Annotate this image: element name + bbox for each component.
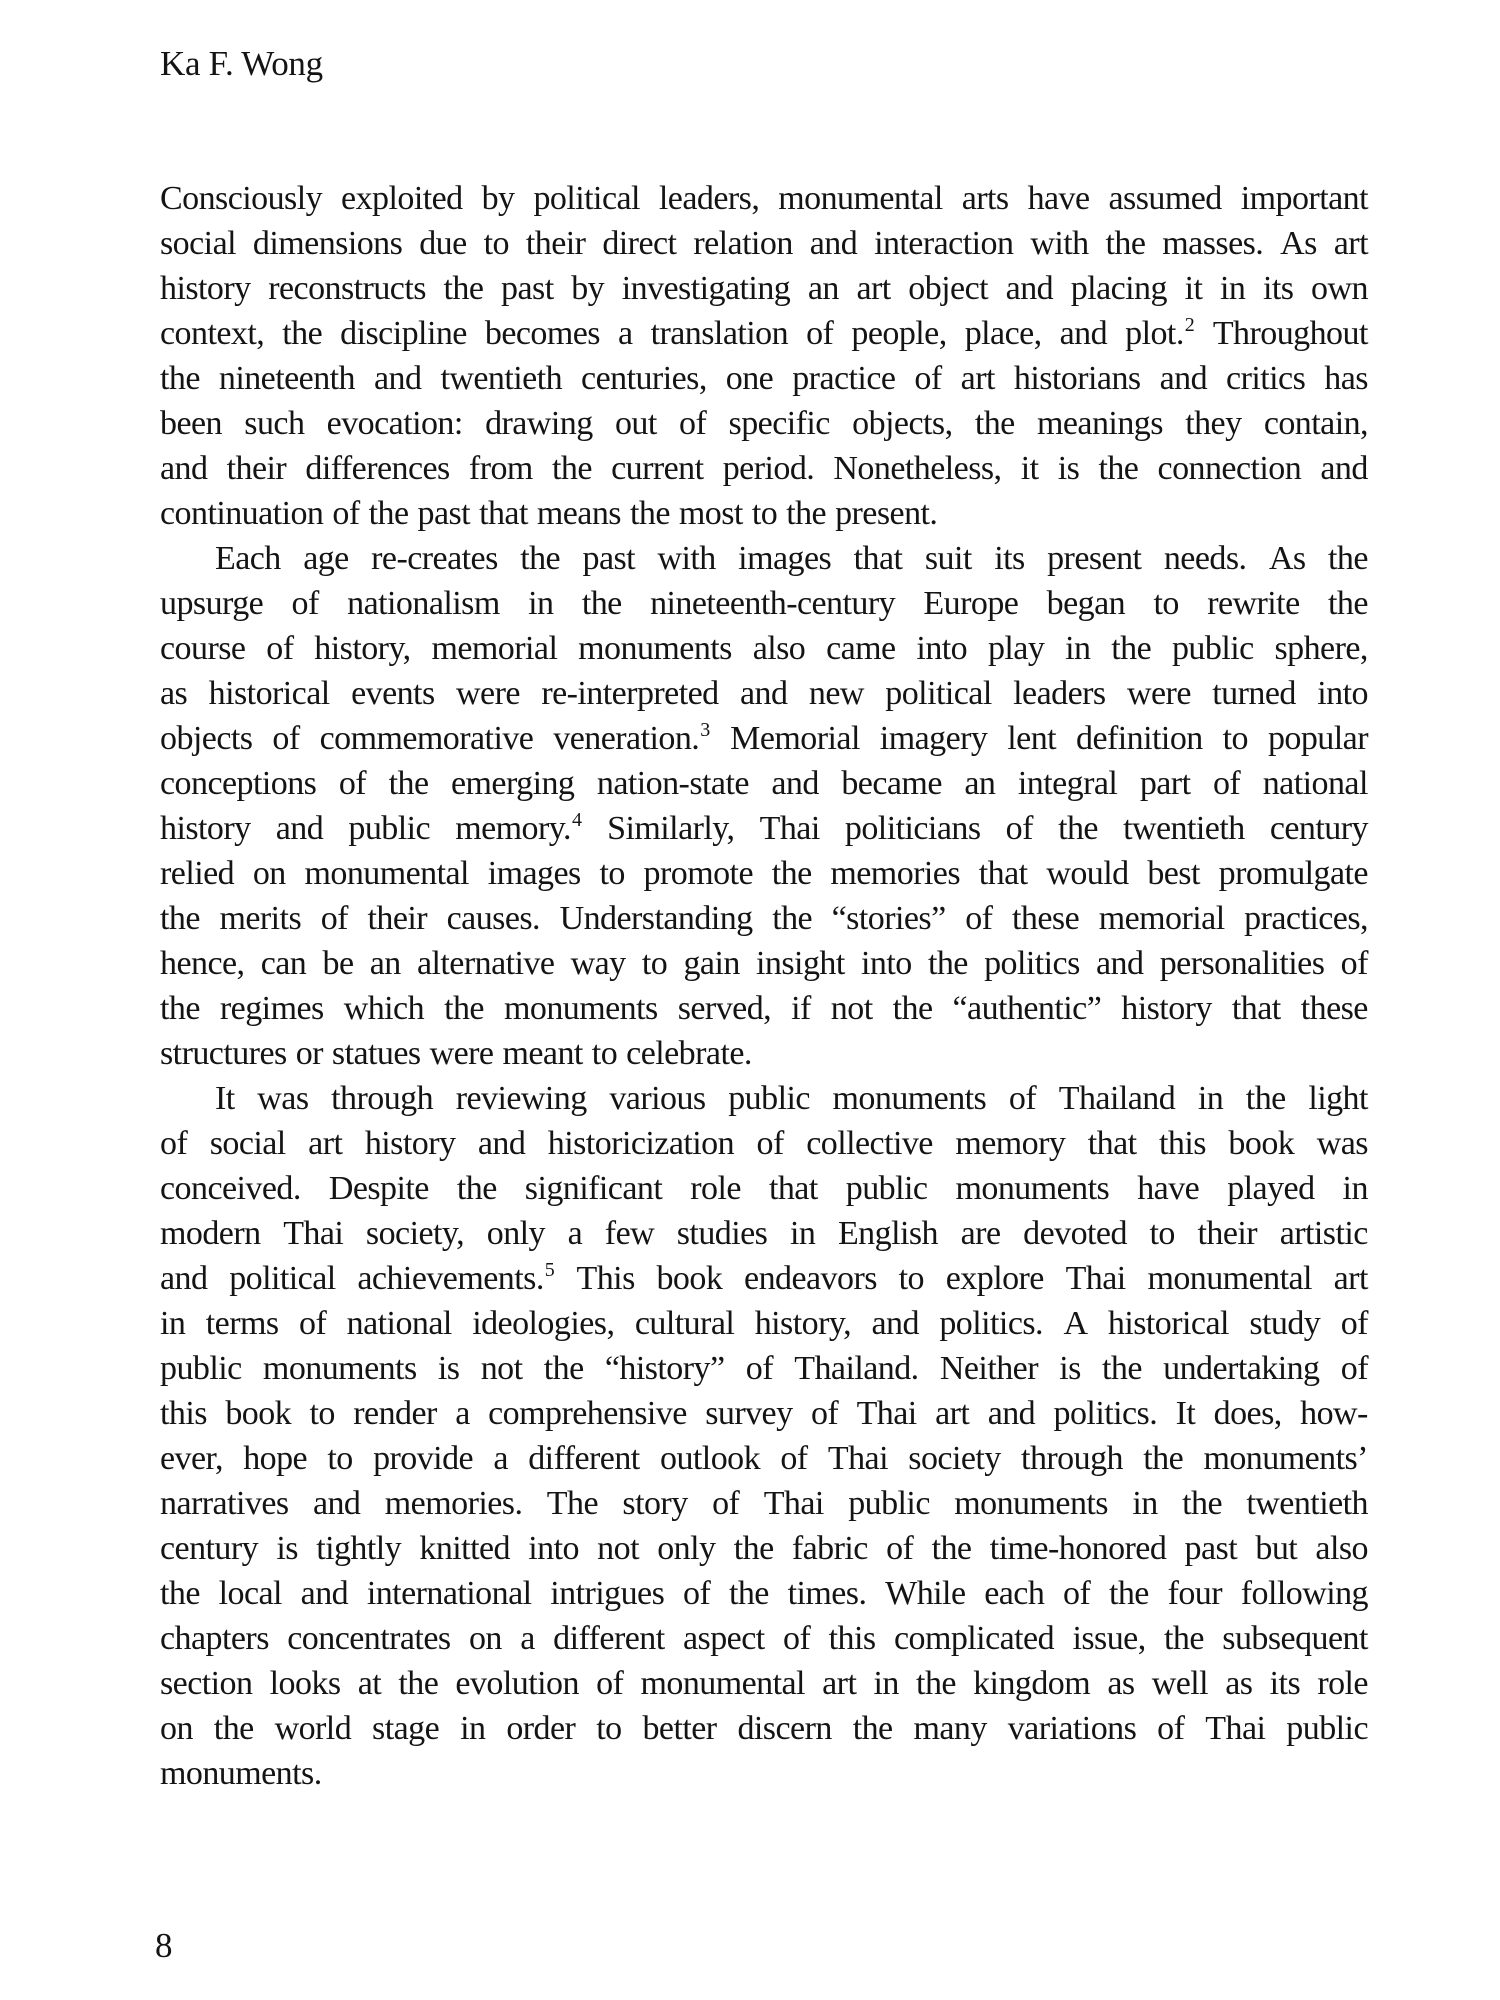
paragraph: [160, 1076, 1368, 1796]
text-line: ever, hope to provide a different outlook of Thai society through the monuments’: [160, 1440, 1368, 1477]
footnote-marker[interactable]: 2: [1184, 314, 1195, 336]
text-line: century is tightly knitted into not only the fabric of the time-honored past but also: [160, 1530, 1368, 1567]
text-line: the nineteenth and twentieth centuries, one practice of art historians and critics has: [160, 360, 1368, 397]
text-line: modern Thai society, only a few studies in English are devoted to their artistic: [160, 1215, 1368, 1252]
footnote-marker[interactable]: 5: [544, 1259, 555, 1281]
text-line: It was through reviewing various public monuments of Thailand in the light: [215, 1080, 1368, 1117]
text-line: and political achievements.$^5$ This book endeavors to explore Thai monumental art: [160, 1259, 1368, 1297]
text-line: narratives and memories. The story of Thai public monuments in the twentieth: [160, 1485, 1368, 1522]
text-line: of social art history and historicization of collective memory that this book was: [160, 1125, 1368, 1162]
text-line: upsurge of nationalism in the nineteenth-century Europe began to rewrite the: [160, 585, 1368, 622]
text-line: continuation of the past that means the most to the present.: [160, 495, 938, 532]
text-line: chapters concentrates on a different aspect of this complicated issue, the subsequent: [160, 1620, 1368, 1657]
text-line: and their differences from the current period. Nonetheless, it is the connection and: [160, 450, 1368, 487]
text-line: monuments.: [160, 1755, 322, 1792]
page-number: 8: [155, 1926, 173, 1965]
paragraph: [160, 176, 1368, 536]
footnote-marker[interactable]: 4: [571, 809, 582, 831]
text-line: as historical events were re-interpreted and new political leaders were turned into: [160, 675, 1368, 712]
text-line: structures or statues were meant to celebrate.: [160, 1035, 752, 1072]
text-line: social dimensions due to their direct relation and interaction with the masses. As art: [160, 225, 1368, 262]
paragraph: [160, 536, 1368, 1076]
text-line: the merits of their causes. Understanding the “stories” of these memorial practices,: [160, 900, 1368, 937]
text-line: Consciously exploited by political leaders, monumental arts have assumed important: [160, 180, 1368, 217]
text-line: public monuments is not the “history” of Thailand. Neither is the undertaking of: [160, 1350, 1368, 1387]
text-line: conceptions of the emerging nation-state and became an integral part of national: [160, 765, 1368, 802]
running-head-author: Ka F. Wong: [160, 44, 323, 83]
text-line: this book to render a comprehensive survey of Thai art and politics. It does, how-: [160, 1395, 1368, 1432]
text-line: section looks at the evolution of monumental art in the kingdom as well as its role: [160, 1665, 1368, 1702]
text-line: been such evocation: drawing out of specific objects, the meanings they contain,: [160, 405, 1368, 442]
text-line: context, the discipline becomes a translation of people, place, and plot.$^2$ Throughout: [160, 314, 1368, 352]
text-line: objects of commemorative veneration.$^3$ Memorial imagery lent definition to popular: [160, 719, 1368, 757]
text-line: relied on monumental images to promote the memories that would best promulgate: [160, 855, 1368, 892]
text-line: on the world stage in order to better discern the many variations of Thai public: [160, 1710, 1368, 1747]
text-line: the local and international intrigues of the times. While each of the four following: [160, 1575, 1368, 1612]
text-line: conceived. Despite the significant role that public monuments have played in: [160, 1170, 1368, 1207]
text-line: in terms of national ideologies, cultural history, and politics. A historical study of: [160, 1305, 1368, 1342]
text-line: the regimes which the monuments served, if not the “authentic” history that these: [160, 990, 1368, 1027]
text-line: course of history, memorial monuments also came into play in the public sphere,: [160, 630, 1368, 667]
text-line: hence, can be an alternative way to gain insight into the politics and personalities of: [160, 945, 1368, 982]
text-line: history reconstructs the past by investigating an art object and placing it in its own: [160, 270, 1368, 307]
footnote-marker[interactable]: 3: [700, 719, 711, 741]
text-line: Each age re-creates the past with images that suit its present needs. As the: [215, 540, 1368, 577]
text-line: history and public memory.$^4$ Similarly, Thai politicians of the twentieth century: [160, 809, 1368, 847]
body-text: [160, 176, 1368, 1796]
